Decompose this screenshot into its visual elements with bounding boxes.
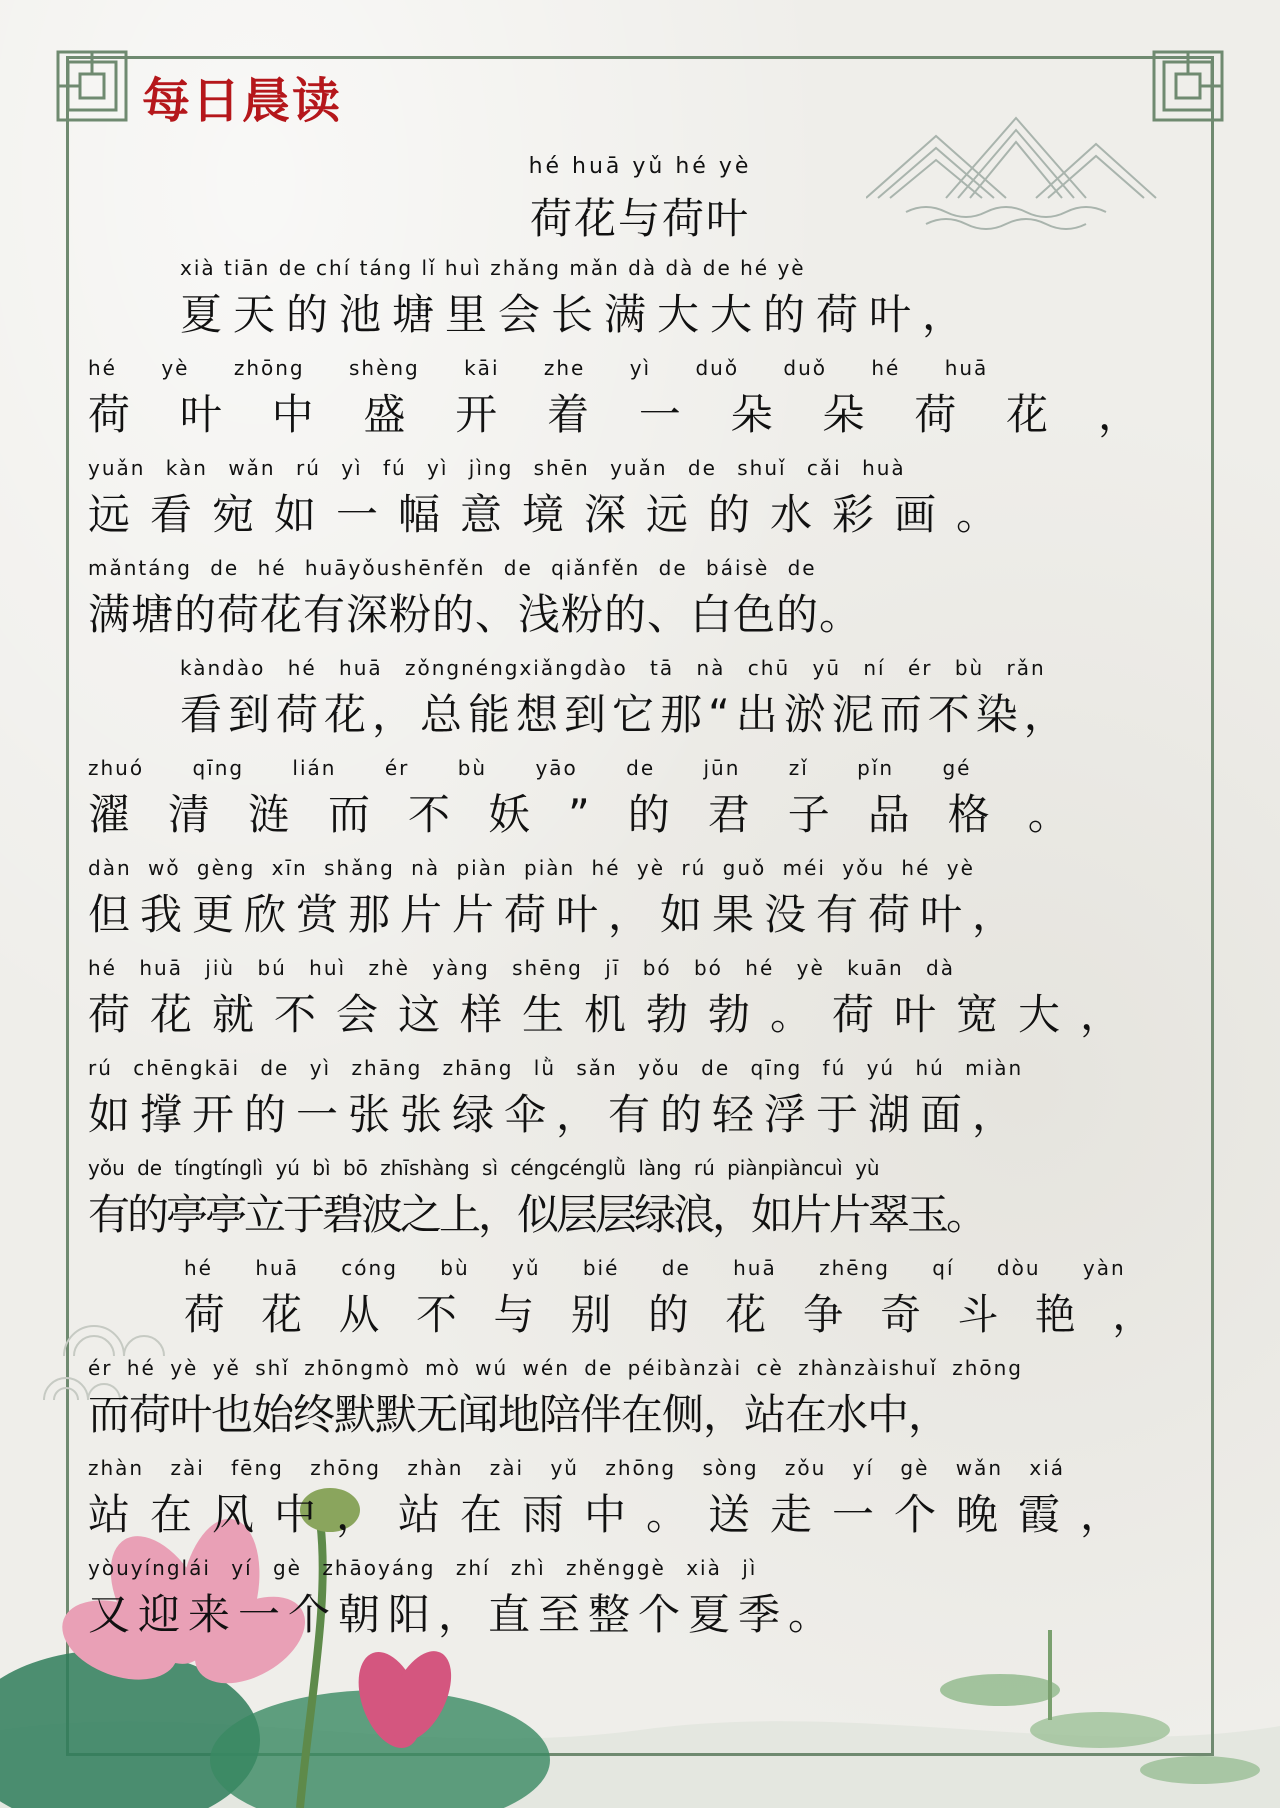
poem-line (0, 1052, 1280, 1148)
poem-line (0, 1452, 1280, 1548)
poem-line (0, 852, 1280, 948)
page-heading: 每日晨读 (142, 73, 343, 129)
line-pinyin: ér hé yè yě shǐ zhōngmò mò wú wén de péibànzài cè zhànzàishuǐ zhōng (88, 1356, 1023, 1380)
line-pinyin: hé huā cóng bù yǔ bié de huā zhēng qí dòu yàn (184, 1256, 1126, 1280)
line-pinyin: zhuó qīng lián ér bù yāo de jūn zǐ pǐn gé (88, 756, 972, 780)
line-pinyin: yǒu de tíngtínglì yú bì bō zhīshàng sì céngcénglǜ làng rú piànpiàncuì yù (88, 1156, 880, 1180)
poem-line (0, 1252, 1280, 1348)
poem-line (0, 1552, 1280, 1648)
title-pinyin: hé huā yǔ hé yè (528, 154, 752, 179)
line-text: 满塘的荷花有深粉的、浅粉的、白色的。 (88, 590, 863, 639)
poem-line (0, 952, 1280, 1048)
line-text: 又迎来一个朝阳，直至整个夏季。 (88, 1590, 839, 1639)
corner-ornament-top-right (1150, 48, 1226, 124)
poem-line (0, 1152, 1280, 1248)
poem-title (0, 154, 1280, 246)
line-text: 有的亭亭立于碧波之上，似层层绿浪，如片片翠玉。 (88, 1190, 986, 1239)
poem-line (0, 752, 1280, 848)
lily-pads-decoration (900, 1620, 1280, 1808)
poem-line (0, 252, 1280, 348)
line-pinyin: yòuyínglái yí gè zhāoyáng zhí zhì zhěnggè xià jì (88, 1556, 758, 1580)
line-text: 夏天的池塘里会长满大大的荷叶， (180, 290, 976, 339)
poem-line (0, 552, 1280, 648)
line-text: 荷花就不会这样生机勃勃。荷叶宽大， (88, 990, 1143, 1039)
corner-ornament-top-left (54, 48, 130, 124)
line-text: 如撑开的一张张绿伞，有的轻浮于湖面， (88, 1090, 1025, 1139)
title-text: 荷花与荷叶 (529, 194, 750, 243)
line-pinyin: xià tiān de chí táng lǐ huì zhǎng mǎn dà dà de hé yè (180, 256, 806, 280)
line-pinyin: rú chēngkāi de yì zhāng zhāng lǜ sǎn yǒu de qīng fú yú hú miàn (88, 1056, 1024, 1080)
line-text: 而荷叶也始终默默无闻地陪伴在侧，站在水中， (88, 1390, 950, 1439)
line-pinyin: dàn wǒ gèng xīn shǎng nà piàn piàn hé yè rú guǒ méi yǒu hé yè (88, 856, 975, 880)
line-text: 濯清涟而不妖”的君子品格。 (88, 790, 1108, 839)
poem-line (0, 652, 1280, 748)
line-pinyin: kàndào hé huā zǒngnéngxiǎngdào tā nà chū yū ní ér bù rǎn (180, 656, 1046, 680)
line-pinyin: zhàn zài fēng zhōng zhàn zài yǔ zhōng sòng zǒu yí gè wǎn xiá (88, 1456, 1066, 1480)
line-text: 远看宛如一幅意境深远的水彩画。 (88, 490, 1019, 539)
poem-line (0, 1352, 1280, 1448)
poem-line (0, 352, 1280, 448)
poem-line (0, 452, 1280, 548)
line-text: 看到荷花，总能想到它那“出淤泥而不染， (180, 690, 1072, 739)
line-text: 荷叶中盛开着一朵朵荷花， (88, 390, 1190, 439)
line-pinyin: mǎntáng de hé huāyǒushēnfěn de qiǎnfěn de báisè de (88, 556, 817, 580)
line-text: 站在风中，站在雨中。送走一个晚霞， (88, 1490, 1143, 1539)
line-pinyin: yuǎn kàn wǎn rú yì fú yì jìng shēn yuǎn de shuǐ cǎi huà (88, 456, 906, 480)
line-text: 荷花从不与别的花争奇斗艳， (184, 1290, 1190, 1339)
line-pinyin: hé yè zhōng shèng kāi zhe yì duǒ duǒ hé huā (88, 356, 989, 380)
line-pinyin: hé huā jiù bú huì zhè yàng shēng jī bó bó hé yè kuān dà (88, 956, 955, 980)
line-text: 但我更欣赏那片片荷叶，如果没有荷叶， (88, 890, 1025, 939)
